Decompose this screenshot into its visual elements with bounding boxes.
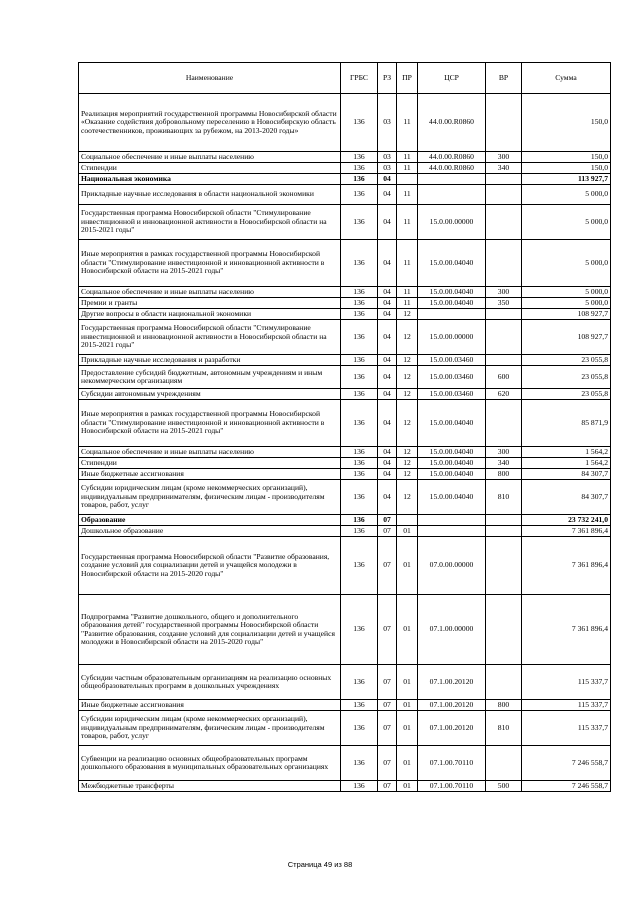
cell-sum: 115 337,7 (522, 700, 611, 711)
cell-rz: 07 (378, 746, 397, 781)
table-row (79, 287, 611, 298)
cell-grbs: 136 (341, 366, 378, 389)
table-row (79, 309, 611, 320)
cell-pr: 11 (397, 94, 418, 152)
cell-rz: 04 (378, 185, 397, 205)
table-row (79, 355, 611, 366)
cell-rz: 07 (378, 700, 397, 711)
cell-vr (486, 174, 522, 185)
table-row (79, 389, 611, 400)
cell-csr (418, 515, 486, 526)
table-row (79, 174, 611, 185)
cell-name: Субсидии юридическим лицам (кроме некоммерческих организаций), индивидуальным предпринимателям, физическим лицам - производителям товаров, работ, услуг (79, 711, 341, 746)
cell-grbs: 136 (341, 515, 378, 526)
table-body (79, 94, 611, 792)
header-rz: РЗ (378, 63, 397, 94)
cell-vr: 600 (486, 366, 522, 389)
cell-rz: 04 (378, 366, 397, 389)
cell-sum: 5 000,0 (522, 287, 611, 298)
cell-csr: 07.1.00.20120 (418, 711, 486, 746)
table-row (79, 240, 611, 287)
cell-name: Социальное обеспечение и иные выплаты населению (79, 287, 341, 298)
table-row (79, 163, 611, 174)
header-csr: ЦСР (418, 63, 486, 94)
cell-sum: 84 307,7 (522, 469, 611, 480)
header-pr: ПР (397, 63, 418, 94)
cell-name: Субсидии юридическим лицам (кроме некоммерческих организаций), индивидуальным предпринимателям, физическим лицам - производителям товаров, работ, услуг (79, 480, 341, 515)
cell-name: Образование (79, 515, 341, 526)
cell-grbs: 136 (341, 400, 378, 447)
cell-pr: 12 (397, 469, 418, 480)
cell-csr: 07.1.00.20120 (418, 665, 486, 700)
cell-grbs: 136 (341, 287, 378, 298)
cell-vr: 300 (486, 152, 522, 163)
cell-name: Предоставление субсидий бюджетным, автономным учреждениям и иным некоммерческим организациям (79, 366, 341, 389)
cell-pr: 01 (397, 537, 418, 595)
cell-pr: 01 (397, 665, 418, 700)
cell-name: Субсидии частным образовательным организациям на реализацию основных общеобразовательных программ в дошкольных учреждениях (79, 665, 341, 700)
table-row (79, 595, 611, 665)
cell-grbs: 136 (341, 469, 378, 480)
cell-sum: 23 732 241,0 (522, 515, 611, 526)
cell-vr: 620 (486, 389, 522, 400)
cell-rz: 07 (378, 711, 397, 746)
table-row (79, 700, 611, 711)
cell-pr: 11 (397, 205, 418, 240)
budget-table (78, 62, 611, 792)
cell-name: Государственная программа Новосибирской области "Развитие образования, создание условий для социализации детей и учащейся молодежи в Новосибирской области на 2015-2020 годы" (79, 537, 341, 595)
cell-name: Дошкольное образование (79, 526, 341, 537)
cell-csr: 15.0.00.04040 (418, 287, 486, 298)
cell-grbs: 136 (341, 595, 378, 665)
cell-vr: 810 (486, 480, 522, 515)
cell-name: Государственная программа Новосибирской области "Стимулирование инвестиционной и инновационной активности в Новосибирской области на 2015-2021 годы" (79, 320, 341, 355)
cell-rz: 04 (378, 469, 397, 480)
cell-rz: 04 (378, 298, 397, 309)
cell-name: Другие вопросы в области национальной экономики (79, 309, 341, 320)
cell-vr: 800 (486, 700, 522, 711)
cell-name: Субвенции на реализацию основных общеобразовательных программ дошкольного образования в муниципальных образовательных организациях (79, 746, 341, 781)
cell-sum: 1 564,2 (522, 447, 611, 458)
cell-grbs: 136 (341, 174, 378, 185)
cell-pr: 01 (397, 526, 418, 537)
cell-vr (486, 94, 522, 152)
cell-rz: 07 (378, 595, 397, 665)
cell-csr: 07.0.00.00000 (418, 537, 486, 595)
cell-vr (486, 515, 522, 526)
cell-grbs: 136 (341, 240, 378, 287)
cell-grbs: 136 (341, 185, 378, 205)
cell-rz: 03 (378, 152, 397, 163)
cell-name: Прикладные научные исследования в области национальной экономики (79, 185, 341, 205)
cell-sum: 23 055,8 (522, 366, 611, 389)
cell-vr: 800 (486, 469, 522, 480)
cell-grbs: 136 (341, 746, 378, 781)
cell-csr: 15.0.00.04040 (418, 400, 486, 447)
cell-vr (486, 400, 522, 447)
cell-sum: 7 361 896,4 (522, 595, 611, 665)
cell-csr: 44.0.00.R0860 (418, 163, 486, 174)
cell-grbs: 136 (341, 298, 378, 309)
cell-pr: 12 (397, 458, 418, 469)
cell-pr: 11 (397, 240, 418, 287)
cell-grbs: 136 (341, 711, 378, 746)
cell-rz: 04 (378, 287, 397, 298)
cell-pr: 12 (397, 400, 418, 447)
cell-sum: 7 246 558,7 (522, 746, 611, 781)
table-row (79, 298, 611, 309)
cell-csr: 15.0.00.04040 (418, 298, 486, 309)
cell-rz: 04 (378, 240, 397, 287)
cell-rz: 04 (378, 309, 397, 320)
cell-rz: 07 (378, 537, 397, 595)
cell-csr: 15.0.00.00000 (418, 320, 486, 355)
cell-sum: 150,0 (522, 94, 611, 152)
cell-rz: 07 (378, 515, 397, 526)
cell-pr: 11 (397, 287, 418, 298)
cell-csr: 15.0.00.03460 (418, 355, 486, 366)
cell-pr: 12 (397, 366, 418, 389)
budget-table-container (78, 62, 610, 792)
cell-csr (418, 185, 486, 205)
cell-rz: 04 (378, 458, 397, 469)
cell-vr: 340 (486, 163, 522, 174)
table-row (79, 526, 611, 537)
cell-vr: 340 (486, 458, 522, 469)
cell-grbs: 136 (341, 447, 378, 458)
cell-csr (418, 309, 486, 320)
cell-vr: 300 (486, 287, 522, 298)
cell-csr (418, 174, 486, 185)
page-footer: Страница 49 из 88 (287, 860, 353, 869)
cell-vr (486, 205, 522, 240)
cell-csr: 07.1.00.70110 (418, 781, 486, 792)
cell-sum: 5 000,0 (522, 205, 611, 240)
cell-grbs: 136 (341, 320, 378, 355)
cell-rz: 04 (378, 174, 397, 185)
cell-name: Национальная экономика (79, 174, 341, 185)
cell-sum: 7 361 896,4 (522, 537, 611, 595)
cell-rz: 04 (378, 355, 397, 366)
cell-name: Субсидии автономным учреждениям (79, 389, 341, 400)
cell-vr (486, 185, 522, 205)
cell-name: Иные мероприятия в рамках государственной программы Новосибирской области "Стимулирование инвестиционной и инновационной активности в Новосибирской области на 2015-2021 годы" (79, 240, 341, 287)
cell-grbs: 136 (341, 205, 378, 240)
cell-vr (486, 537, 522, 595)
table-row (79, 537, 611, 595)
cell-grbs: 136 (341, 309, 378, 320)
cell-sum: 150,0 (522, 152, 611, 163)
cell-vr: 300 (486, 447, 522, 458)
cell-grbs: 136 (341, 152, 378, 163)
cell-grbs: 136 (341, 163, 378, 174)
cell-sum: 23 055,8 (522, 355, 611, 366)
cell-sum: 5 000,0 (522, 240, 611, 287)
cell-pr: 11 (397, 152, 418, 163)
table-row (79, 185, 611, 205)
table-row (79, 480, 611, 515)
cell-name: Социальное обеспечение и иные выплаты населению (79, 447, 341, 458)
table-row (79, 447, 611, 458)
cell-csr: 07.1.00.70110 (418, 746, 486, 781)
cell-csr: 07.1.00.00000 (418, 595, 486, 665)
cell-csr (418, 526, 486, 537)
cell-name: Стипендии (79, 163, 341, 174)
cell-sum: 84 307,7 (522, 480, 611, 515)
table-row (79, 94, 611, 152)
cell-grbs: 136 (341, 458, 378, 469)
cell-sum: 23 055,8 (522, 389, 611, 400)
cell-sum: 7 361 896,4 (522, 526, 611, 537)
cell-name: Стипендии (79, 458, 341, 469)
cell-csr: 44.0.00.R0860 (418, 94, 486, 152)
cell-pr: 01 (397, 781, 418, 792)
cell-sum: 113 927,7 (522, 174, 611, 185)
cell-rz: 03 (378, 163, 397, 174)
table-row (79, 469, 611, 480)
cell-sum: 115 337,7 (522, 711, 611, 746)
cell-sum: 5 000,0 (522, 185, 611, 205)
cell-pr (397, 174, 418, 185)
cell-vr (486, 595, 522, 665)
cell-pr: 12 (397, 309, 418, 320)
cell-pr: 12 (397, 480, 418, 515)
table-header-row (79, 63, 611, 94)
cell-name: Социальное обеспечение и иные выплаты населению (79, 152, 341, 163)
table-row (79, 746, 611, 781)
table-row (79, 515, 611, 526)
cell-grbs: 136 (341, 700, 378, 711)
cell-grbs: 136 (341, 665, 378, 700)
table-row (79, 781, 611, 792)
cell-pr: 12 (397, 355, 418, 366)
cell-rz: 04 (378, 447, 397, 458)
cell-csr: 15.0.00.04040 (418, 480, 486, 515)
header-sum: Сумма (522, 63, 611, 94)
cell-sum: 150,0 (522, 163, 611, 174)
cell-rz: 04 (378, 205, 397, 240)
cell-vr: 350 (486, 298, 522, 309)
table-row (79, 665, 611, 700)
cell-grbs: 136 (341, 480, 378, 515)
cell-sum: 108 927,7 (522, 320, 611, 355)
table-row (79, 458, 611, 469)
cell-sum: 7 246 558,7 (522, 781, 611, 792)
cell-vr (486, 526, 522, 537)
cell-pr: 01 (397, 700, 418, 711)
cell-csr: 15.0.00.03460 (418, 366, 486, 389)
cell-pr (397, 515, 418, 526)
cell-name: Подпрограмма "Развитие дошкольного, общего и дополнительного образования детей" государственной программы Новосибирской области "Развитие образования, создание условий для социализации детей и учащейся молодежи в Новосибирской области на 2015-2020 годы" (79, 595, 341, 665)
cell-pr: 01 (397, 595, 418, 665)
cell-pr: 12 (397, 447, 418, 458)
cell-rz: 04 (378, 480, 397, 515)
cell-rz: 03 (378, 94, 397, 152)
cell-csr: 15.0.00.03460 (418, 389, 486, 400)
cell-grbs: 136 (341, 94, 378, 152)
cell-vr (486, 355, 522, 366)
cell-csr: 44.0.00.R0860 (418, 152, 486, 163)
cell-vr: 500 (486, 781, 522, 792)
cell-name: Прикладные научные исследования и разработки (79, 355, 341, 366)
cell-grbs: 136 (341, 389, 378, 400)
cell-sum: 5 000,0 (522, 298, 611, 309)
table-row (79, 152, 611, 163)
cell-grbs: 136 (341, 781, 378, 792)
cell-rz: 04 (378, 320, 397, 355)
cell-csr: 15.0.00.00000 (418, 205, 486, 240)
cell-vr: 810 (486, 711, 522, 746)
cell-grbs: 136 (341, 537, 378, 595)
cell-name: Реализация мероприятий государственной программы Новосибирской области «Оказание содействия добровольному переселению в Новосибирскую область соотечественников, проживающих за рубежом, на 2013-2020 годы» (79, 94, 341, 152)
cell-name: Государственная программа Новосибирской области "Стимулирование инвестиционной и инновационной активности в Новосибирской области на 2015-2021 годы" (79, 205, 341, 240)
table-row (79, 320, 611, 355)
cell-vr (486, 320, 522, 355)
header-vr: ВР (486, 63, 522, 94)
cell-csr: 15.0.00.04040 (418, 469, 486, 480)
cell-sum: 115 337,7 (522, 665, 611, 700)
cell-pr: 11 (397, 185, 418, 205)
cell-name: Межбюджетные трансферты (79, 781, 341, 792)
cell-csr: 15.0.00.04040 (418, 447, 486, 458)
table-row (79, 366, 611, 389)
cell-vr (486, 309, 522, 320)
cell-pr: 01 (397, 746, 418, 781)
cell-pr: 11 (397, 298, 418, 309)
cell-name: Иные бюджетные ассигнования (79, 700, 341, 711)
cell-csr: 07.1.00.20120 (418, 700, 486, 711)
cell-rz: 07 (378, 781, 397, 792)
cell-rz: 07 (378, 665, 397, 700)
table-row (79, 400, 611, 447)
cell-rz: 07 (378, 526, 397, 537)
cell-sum: 1 564,2 (522, 458, 611, 469)
cell-name: Иные мероприятия в рамках государственной программы Новосибирской области "Стимулирование инвестиционной и инновационной активности в Новосибирской области на 2015-2021 годы" (79, 400, 341, 447)
header-name: Наименование (79, 63, 341, 94)
cell-vr (486, 665, 522, 700)
cell-vr (486, 240, 522, 287)
cell-sum: 108 927,7 (522, 309, 611, 320)
cell-grbs: 136 (341, 526, 378, 537)
cell-pr: 11 (397, 163, 418, 174)
cell-pr: 12 (397, 389, 418, 400)
cell-name: Иные бюджетные ассигнования (79, 469, 341, 480)
cell-rz: 04 (378, 389, 397, 400)
cell-csr: 15.0.00.04040 (418, 458, 486, 469)
cell-rz: 04 (378, 400, 397, 447)
header-grbs: ГРБС (341, 63, 378, 94)
cell-name: Премии и гранты (79, 298, 341, 309)
table-row (79, 711, 611, 746)
cell-vr (486, 746, 522, 781)
cell-grbs: 136 (341, 355, 378, 366)
table-row (79, 205, 611, 240)
cell-sum: 85 871,9 (522, 400, 611, 447)
cell-pr: 01 (397, 711, 418, 746)
cell-csr: 15.0.00.04040 (418, 240, 486, 287)
cell-pr: 12 (397, 320, 418, 355)
